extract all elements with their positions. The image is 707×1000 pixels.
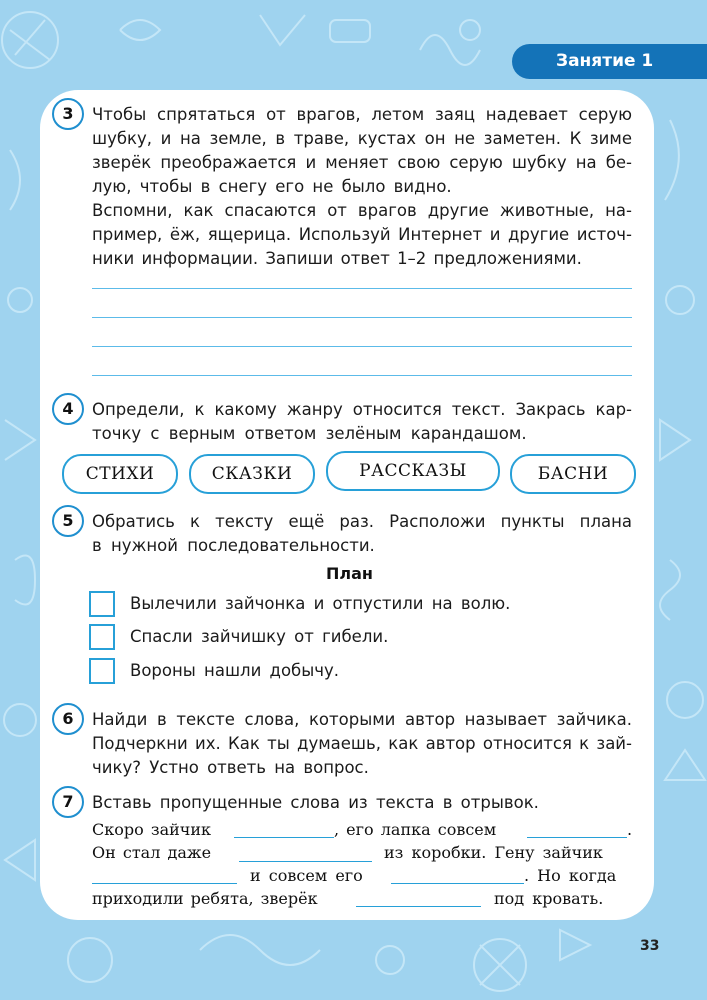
excerpt-fragment-a: Скоро зайчик (92, 820, 212, 839)
genre-card-stories[interactable]: РАССКАЗЫ (326, 451, 500, 491)
lesson-label: Занятие 1 (512, 44, 707, 79)
task-3-line-7: ники информации. Запиши ответ 1–2 предложениями. (92, 249, 582, 268)
plan-checkbox-3[interactable] (89, 658, 115, 684)
excerpt-fragment-d: Он стал даже (92, 843, 212, 862)
task-6-line-1: Найди в тексте слова, которыми автор называет зайчика. (92, 710, 632, 729)
task-3-line-5: Вспомни, как спасаются от врагов другие животные, на- (92, 201, 632, 220)
task-7-instruction: Вставь пропущенные слова из текста в отрывок. (92, 793, 539, 812)
genre-card-fairy-tales[interactable]: СКАЗКИ (189, 454, 315, 494)
task-3-line-4: лую, чтобы в снегу его не было видно. (92, 177, 452, 196)
task-3-line-2: шубку, и на земле, в траве, кустах он не заметен. К зиме (92, 129, 632, 148)
plan-item-3: Вороны нашли добычу. (130, 661, 340, 680)
task-6-line-2: Подчеркни их. Как ты думаешь, как автор относится к зай- (92, 734, 632, 753)
task-6-line-3: чику? Устно ответь на вопрос. (92, 758, 369, 777)
task-5-number: 5 (52, 505, 84, 537)
task-4-number: 4 (52, 393, 84, 425)
task-4-line-2: точку с верным ответом зелёным карандашом. (92, 424, 527, 443)
excerpt-fragment-c: . (627, 820, 633, 839)
task-7-number: 7 (52, 786, 84, 818)
answer-line-2[interactable] (92, 317, 632, 318)
task-4-line-1: Определи, к какому жанру относится текст. Закрась кар- (92, 400, 632, 419)
excerpt-fragment-g: . Но когда (524, 866, 617, 885)
page-number: 33 (640, 938, 660, 954)
blank-3[interactable] (239, 861, 372, 862)
blank-4[interactable] (92, 883, 237, 884)
blank-1[interactable] (234, 837, 334, 838)
excerpt-fragment-b: , его лапка совсем (334, 820, 497, 839)
excerpt-fragment-i: под кровать. (494, 889, 604, 908)
task-3-number: 3 (52, 98, 84, 130)
task-3-line-6: пример, ёж, ящерица. Используй Интернет и другие источ- (92, 225, 632, 244)
plan-checkbox-1[interactable] (89, 591, 115, 617)
task-3-line-3: зверёк преображается и меняет свою серую шубку на бе- (92, 153, 632, 172)
excerpt-fragment-e: из коробки. Гену зайчик (384, 843, 603, 862)
genre-card-poems[interactable]: СТИХИ (62, 454, 178, 494)
blank-6[interactable] (356, 906, 481, 907)
plan-title: План (326, 564, 373, 583)
answer-line-3[interactable] (92, 346, 632, 347)
answer-line-1[interactable] (92, 288, 632, 289)
plan-checkbox-2[interactable] (89, 624, 115, 650)
task-5-line-2: в нужной последовательности. (92, 536, 375, 555)
excerpt-fragment-h: приходили ребята, зверёк (92, 889, 318, 908)
excerpt-fragment-f: и совсем его (250, 866, 363, 885)
plan-item-2: Спасли зайчишку от гибели. (130, 627, 389, 646)
genre-card-fables[interactable]: БАСНИ (510, 454, 636, 494)
task-3-line-1: Чтобы спрятаться от врагов, летом заяц надевает серую (92, 105, 632, 124)
task-6-number: 6 (52, 703, 84, 735)
blank-5[interactable] (391, 883, 524, 884)
answer-line-4[interactable] (92, 375, 632, 376)
blank-2[interactable] (527, 837, 627, 838)
plan-item-1: Вылечили зайчонка и отпустили на волю. (130, 594, 511, 613)
task-5-line-1: Обратись к тексту ещё раз. Расположи пункты плана (92, 512, 632, 531)
